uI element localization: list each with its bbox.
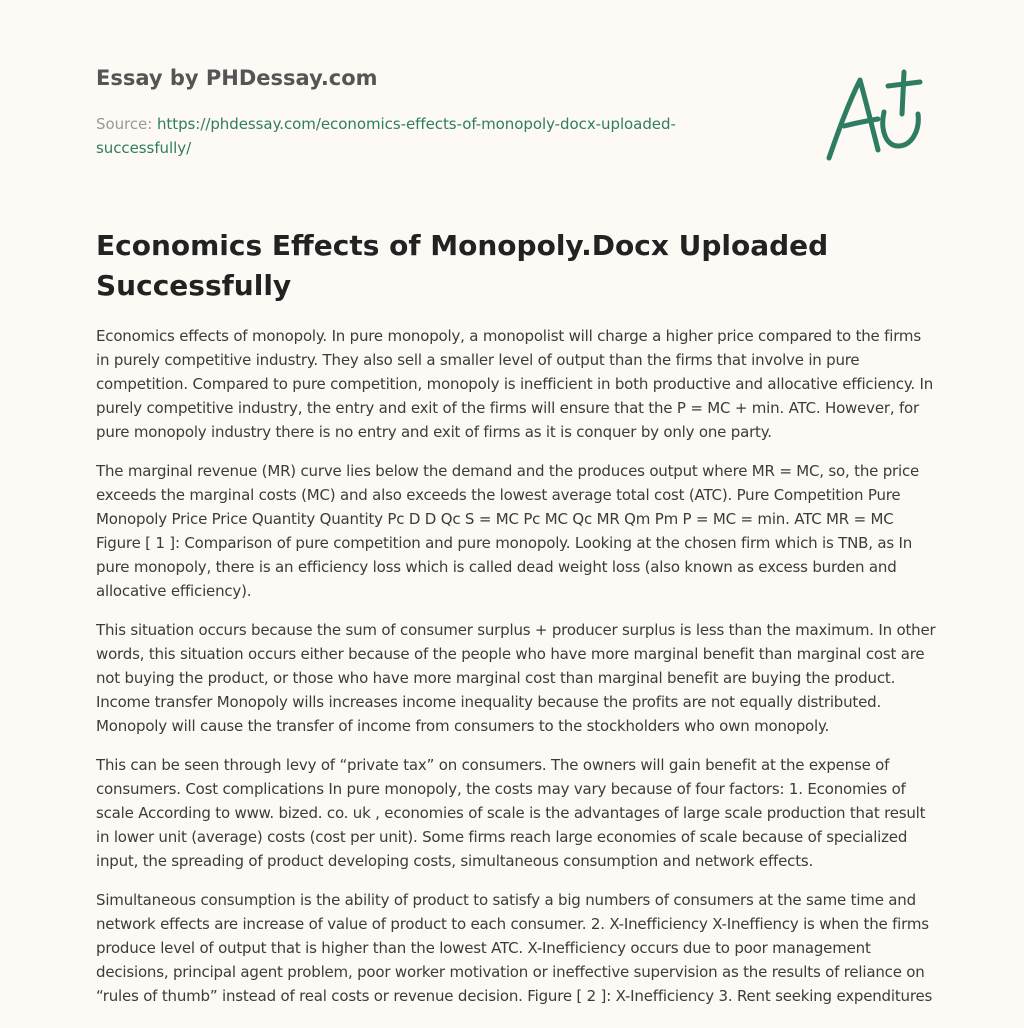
source-label: Source:: [96, 115, 153, 133]
essay-paragraph: Economics effects of monopoly. In pure monopoly, a monopolist will charge a higher price compared to the firms in purely competitive industry. They also sell a smaller level of output than the firms that involve in pure competition. Compared to pure competition, monopoly is inefficient in both productive and allocative efficiency. In purely competitive industry, the entry and exit of the firms will ensure that the P = MC + min. ATC. However, for pure monopoly industry there is no entry and exit of firms as it is conquer by only one party.: [96, 327, 934, 441]
essay-paragraph: This can be seen through levy of “private tax” on consumers. The owners will gain benefit at the expense of consumers. Cost complications In pure monopoly, the costs may vary because of four factors: 1. Economies of scale According to www. bized. co. uk , economies of scale is the advantages of large scale production that result in lower unit (average) costs (cost per unit). Some firms reach large economies of scale because of specialized input, the spreading of product developing costs, simultaneous consumption and network effects.: [96, 756, 926, 870]
essay-paragraph: This situation occurs because the sum of consumer surplus + producer surplus is less than the maximum. In other words, this situation occurs either because of the people who have more marginal benefit than marginal cost are not buying the product, or those who have more marginal cost than marginal benefit are buying the product. Income transfer Monopoly wills increases income inequality because the profits are not equally distributed. Monopoly will cause the transfer of income from consumers to the stockholders who own monopoly.: [96, 621, 936, 735]
essay-title: Economics Effects of Monopoly.Docx Uploaded Successfully: [96, 229, 829, 302]
source-link[interactable]: https://phdessay.com/economics-effects-of-monopoly-docx-uploaded-successfully/: [96, 115, 676, 157]
page-header: [96, 64, 716, 160]
essay-paragraph: The marginal revenue (MR) curve lies below the demand and the produces output where MR = MC, so, the price exceeds the marginal costs (MC) and also exceeds the lowest average total cost (ATC). Pure Competition Pure Monopoly Price Price Quantity Quantity Pc D D Qc S = MC Pc MC Qc MR Qm Pm P = MC = min. ATC MR = MC Figure [ 1 ]: Comparison of pure competition and pure monopoly. Looking at the chosen firm which is TNB, as In pure monopoly, there is an efficiency loss which is called dead weight loss (also known as excess burden and allocative efficiency).: [96, 462, 920, 600]
essay-paragraph: Simultaneous consumption is the ability of product to satisfy a big numbers of consumers at the same time and network effects are increase of value of product to each consumer. 2. X-Inefficiency X-Ineffiency is when the firms produce level of output that is higher than the lowest ATC. X-Inefficiency occurs due to poor management decisions, principal agent problem, poor worker motivation or ineffective supervision as the results of reliance on “rules of thumb” instead of real costs or revenue decision. Figure [ 2 ]: X-Inefficiency 3. Rent seeking expenditures: [96, 891, 933, 1005]
site-brand: Essay by PHDessay.com: [96, 66, 378, 90]
a-plus-icon: [822, 68, 928, 164]
essay-body: [96, 324, 936, 1023]
source-line: [96, 112, 716, 160]
